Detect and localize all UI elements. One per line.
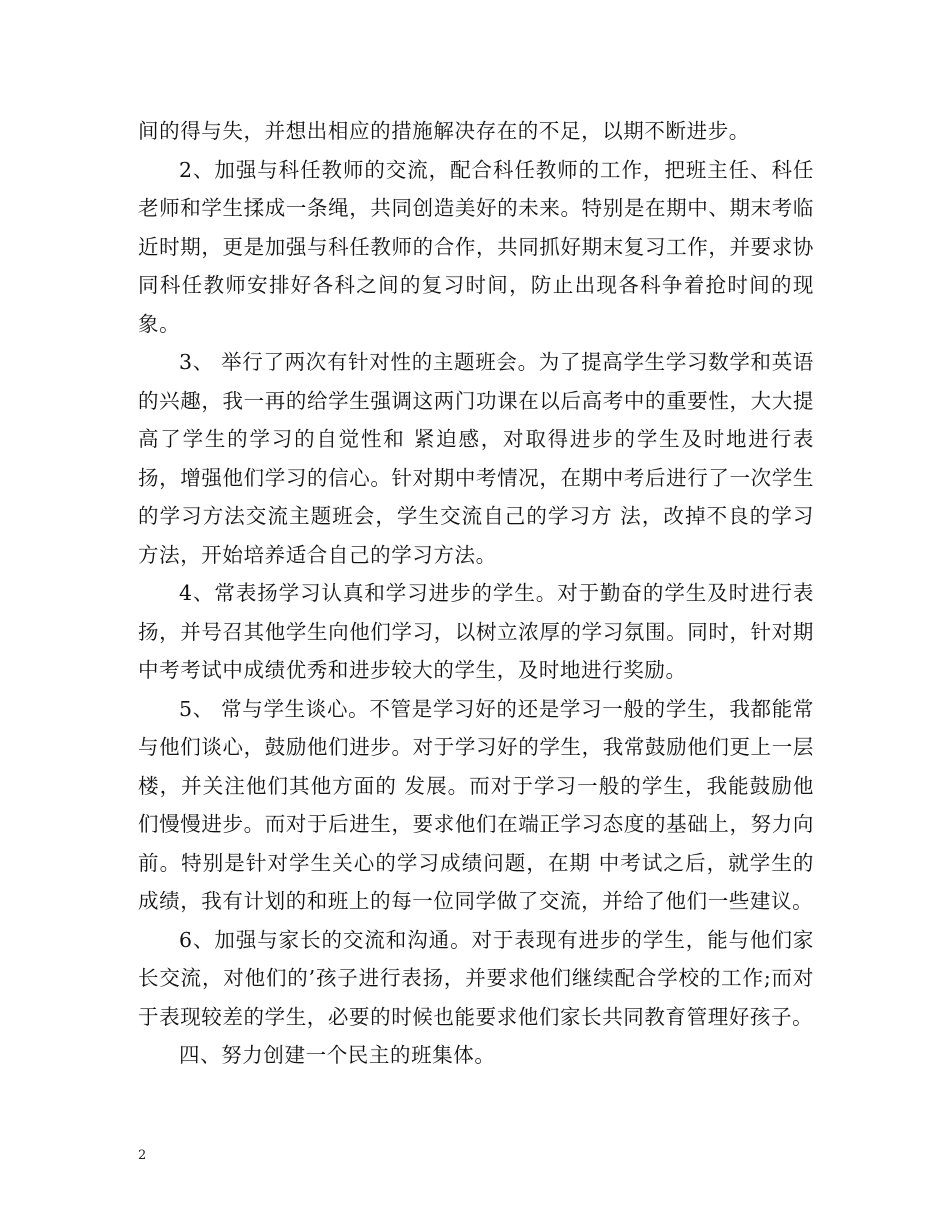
paragraph-item-3: 3、 举行了两次有针对性的主题班会。为了提高学生学习数学和英语的兴趣，我一再的给学生强调这两门功课在以后高考中的重要性，大大提高了学生的学习的自觉性和 紧迫感，对取得进步的学生及时地进行表扬，增强他们学习的信心。针对期中考情况，在期中考后进行了一次学生的学习方法交流主题班会，学生交流自己的学习方 法，改掉不良的学习方法，开始培养适合自己的学习方法。 bbox=[138, 350, 814, 567]
paragraph-item-6: 6、加强与家长的交流和沟通。对于表现有进步的学生，能与他们家长交流，对他们的’孩子进行表扬，并要求他们继续配合学校的工作;而对于表现较差的学生，必要的时候也能要求他们家长共同教育管理好孩子。 bbox=[138, 927, 814, 1029]
page-number: 2 bbox=[138, 1148, 147, 1163]
paragraph-item-2: 2、加强与科任教师的交流，配合科任教师的工作，把班主任、科任老师和学生揉成一条绳，共同创造美好的未来。特别是在期中、期末考临近时期，更是加强与科任教师的合作，共同抓好期末复习工作，并要求协同科任教师安排好各科之间的复习时间，防止出现各科争着抢时间的现象。 bbox=[138, 157, 814, 336]
document-body bbox=[138, 112, 814, 1075]
paragraph-item-5: 5、 常与学生谈心。不管是学习好的还是学习一般的学生，我都能常与他们谈心，鼓励他们进步。对于学习好的学生，我常鼓励他们更上一层楼，并关注他们其他方面的 发展。而对于学习一般的学生，我能鼓励他们慢慢进步。而对于后进生，要求他们在端正学习态度的基础上，努力向前。特别是针对学生关心的学习成绩问题，在期 中考试之后，就学生的成绩，我有计划的和班上的每一位同学做了交流，并给了他们一些建议。 bbox=[138, 696, 814, 913]
paragraph-continuation: 间的得与失，并想出相应的措施解决存在的不足，以期不断进步。 bbox=[138, 119, 750, 143]
paragraph-item-4: 4、常表扬学习认真和学习进步的学生。对于勤奋的学生及时进行表扬，并号召其他学生向他们学习，以树立浓厚的学习氛围。同时，针对期中考考试中成绩优秀和进步较大的学生，及时地进行奖励。 bbox=[138, 581, 814, 682]
section-heading-four: 四、努力创建一个民主的班集体。 bbox=[179, 1043, 496, 1067]
